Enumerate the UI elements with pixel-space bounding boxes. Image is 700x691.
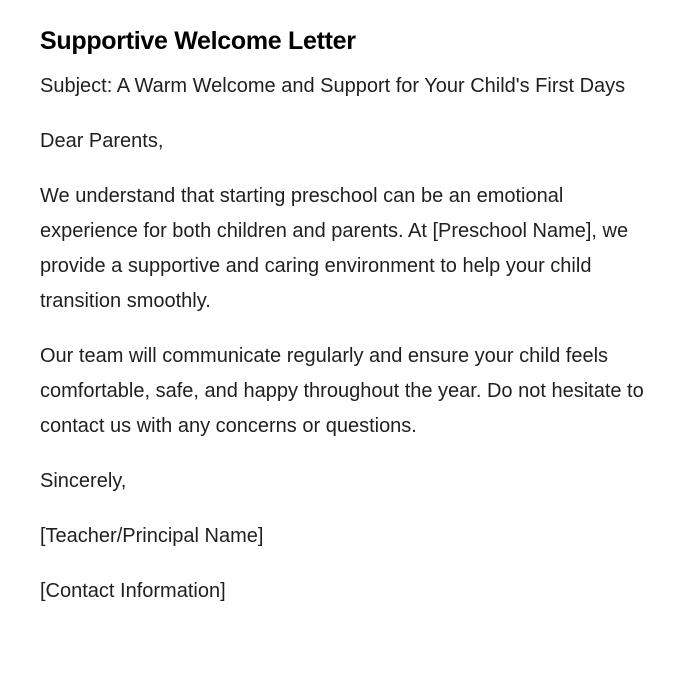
signature-name: [Teacher/Principal Name]: [40, 525, 264, 547]
body-paragraph-1: We understand that starting preschool can be an emotional experience for both children and parents. At [Preschool Name], we provide a supportive and caring environment to help your child transition smoothly.: [40, 185, 629, 312]
letter-document: [40, 24, 645, 629]
greeting: Dear Parents,: [40, 130, 164, 152]
contact-information: [Contact Information]: [40, 580, 226, 602]
document-title: Supportive Welcome Letter: [40, 27, 356, 55]
subject-line: Subject: A Warm Welcome and Support for Your Child's First Days: [40, 75, 626, 97]
closing: Sincerely,: [40, 470, 127, 492]
body-paragraph-2: Our team will communicate regularly and ensure your child feels comfortable, safe, and happy throughout the year. Do not hesitate to contact us with any concerns or questions.: [40, 345, 644, 437]
